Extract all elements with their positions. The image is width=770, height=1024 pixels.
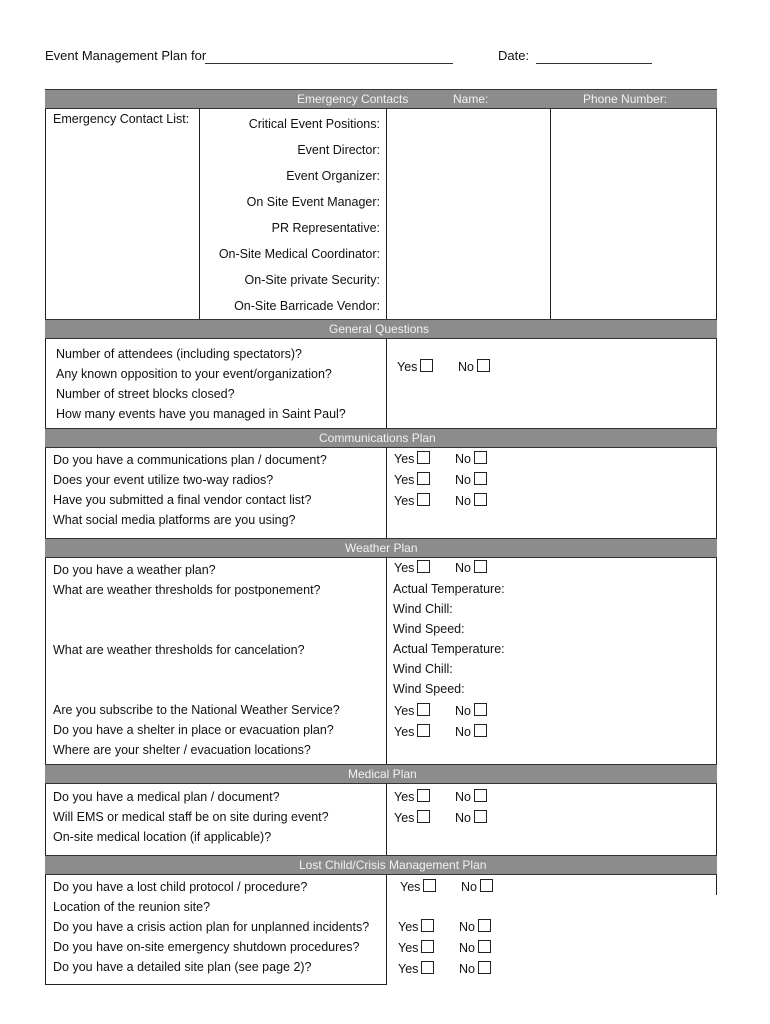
field-label: Actual Temperature: bbox=[393, 642, 505, 656]
no-option bbox=[455, 724, 487, 739]
yes-label: Yes bbox=[394, 494, 415, 508]
section-title: Lost Child/Crisis Management Plan bbox=[299, 858, 487, 872]
field-label: Wind Speed: bbox=[393, 622, 465, 636]
no-label: No bbox=[455, 494, 471, 508]
no-label: No bbox=[459, 920, 475, 934]
question-text: Do you have a crisis action plan for unplanned incidents? bbox=[53, 920, 370, 934]
yes-option bbox=[394, 724, 430, 739]
no-checkbox[interactable] bbox=[478, 919, 491, 932]
field-label: Wind Chill: bbox=[393, 602, 453, 616]
date-field[interactable] bbox=[536, 63, 652, 64]
name-column-header: Name: bbox=[453, 92, 489, 106]
field-label: Wind Chill: bbox=[393, 662, 453, 676]
position-label: On Site Event Manager: bbox=[246, 195, 380, 209]
yes-checkbox[interactable] bbox=[417, 493, 430, 506]
question-text: Do you have a shelter in place or evacuation plan? bbox=[53, 723, 334, 737]
contact-list-label: Emergency Contact List: bbox=[53, 112, 190, 126]
no-option bbox=[459, 940, 491, 955]
yes-label: Yes bbox=[394, 704, 415, 718]
question-text: Does your event utilize two-way radios? bbox=[53, 473, 274, 487]
yes-option bbox=[394, 493, 430, 508]
yes-label: Yes bbox=[394, 452, 415, 466]
yes-label: Yes bbox=[394, 790, 415, 804]
no-label: No bbox=[455, 473, 471, 487]
yes-checkbox[interactable] bbox=[417, 451, 430, 464]
no-checkbox[interactable] bbox=[474, 724, 487, 737]
section-header-general bbox=[45, 319, 717, 339]
position-label: On-Site Medical Coordinator: bbox=[218, 247, 380, 261]
no-option bbox=[455, 703, 487, 718]
yes-label: Yes bbox=[398, 941, 419, 955]
position-label: PR Representative: bbox=[271, 221, 380, 235]
yes-label: Yes bbox=[394, 811, 415, 825]
yes-option bbox=[394, 451, 430, 466]
field-label: Wind Speed: bbox=[393, 682, 465, 696]
no-option bbox=[458, 359, 490, 374]
page-title: Event Management Plan for bbox=[45, 48, 207, 63]
no-checkbox[interactable] bbox=[474, 703, 487, 716]
divider bbox=[386, 874, 387, 984]
phone-column-header: Phone Number: bbox=[583, 92, 668, 106]
divider bbox=[386, 557, 387, 764]
question-text: How many events have you managed in Saint Paul? bbox=[56, 407, 346, 421]
question-text: What social media platforms are you using? bbox=[53, 513, 296, 527]
yes-option bbox=[394, 789, 430, 804]
section-title: Emergency Contacts bbox=[297, 92, 409, 106]
yes-option bbox=[394, 560, 430, 575]
yes-checkbox[interactable] bbox=[421, 940, 434, 953]
question-text: On-site medical location (if applicable)? bbox=[53, 830, 272, 844]
question-text: Where are your shelter / evacuation locations? bbox=[53, 743, 311, 757]
position-label: Event Director: bbox=[297, 143, 380, 157]
section-title: Medical Plan bbox=[348, 767, 417, 781]
name-input-cell[interactable] bbox=[387, 109, 549, 318]
no-checkbox[interactable] bbox=[474, 451, 487, 464]
no-checkbox[interactable] bbox=[474, 810, 487, 823]
yes-checkbox[interactable] bbox=[421, 961, 434, 974]
question-text: Do you have a lost child protocol / procedure? bbox=[53, 880, 308, 894]
question-text: Any known opposition to your event/organization? bbox=[56, 367, 332, 381]
divider bbox=[199, 108, 200, 319]
no-checkbox[interactable] bbox=[474, 472, 487, 485]
yes-label: Yes bbox=[397, 360, 418, 374]
yes-option bbox=[398, 940, 434, 955]
field-label: Actual Temperature: bbox=[393, 582, 505, 596]
no-label: No bbox=[455, 561, 471, 575]
yes-checkbox[interactable] bbox=[417, 560, 430, 573]
divider bbox=[386, 338, 387, 428]
no-label: No bbox=[455, 725, 471, 739]
no-option bbox=[455, 451, 487, 466]
section-header-weather bbox=[45, 538, 717, 558]
question-text: Are you subscribe to the National Weather Service? bbox=[53, 703, 340, 717]
no-option bbox=[461, 879, 493, 894]
yes-option bbox=[398, 919, 434, 934]
question-text: Do you have a weather plan? bbox=[53, 563, 216, 577]
no-option bbox=[459, 919, 491, 934]
position-label: On-Site Barricade Vendor: bbox=[234, 299, 380, 313]
yes-option bbox=[394, 703, 430, 718]
position-label: Critical Event Positions: bbox=[248, 117, 380, 131]
yes-option bbox=[394, 472, 430, 487]
yes-checkbox[interactable] bbox=[417, 724, 430, 737]
yes-checkbox[interactable] bbox=[417, 789, 430, 802]
no-label: No bbox=[455, 452, 471, 466]
position-label: Event Organizer: bbox=[286, 169, 380, 183]
question-text: What are weather thresholds for postponement? bbox=[53, 583, 321, 597]
no-checkbox[interactable] bbox=[474, 560, 487, 573]
yes-checkbox[interactable] bbox=[417, 472, 430, 485]
no-label: No bbox=[458, 360, 474, 374]
no-checkbox[interactable] bbox=[478, 940, 491, 953]
yes-label: Yes bbox=[400, 880, 421, 894]
question-text: Number of street blocks closed? bbox=[56, 387, 235, 401]
no-checkbox[interactable] bbox=[480, 879, 493, 892]
yes-label: Yes bbox=[398, 920, 419, 934]
no-checkbox[interactable] bbox=[477, 359, 490, 372]
no-label: No bbox=[459, 962, 475, 976]
no-checkbox[interactable] bbox=[474, 789, 487, 802]
divider bbox=[386, 783, 387, 855]
no-option bbox=[455, 472, 487, 487]
yes-label: Yes bbox=[398, 962, 419, 976]
table-bottom-border bbox=[45, 984, 387, 985]
no-option bbox=[455, 493, 487, 508]
phone-input-cell[interactable] bbox=[551, 109, 715, 318]
no-label: No bbox=[461, 880, 477, 894]
section-header-medical bbox=[45, 764, 717, 784]
yes-option bbox=[398, 961, 434, 976]
event-name-field[interactable] bbox=[205, 63, 453, 64]
yes-option bbox=[394, 810, 430, 825]
no-checkbox[interactable] bbox=[478, 961, 491, 974]
table-left-border bbox=[45, 89, 46, 984]
no-option bbox=[455, 789, 487, 804]
question-text: What are weather thresholds for cancelation? bbox=[53, 643, 305, 657]
no-checkbox[interactable] bbox=[474, 493, 487, 506]
date-label: Date: bbox=[498, 48, 530, 63]
yes-checkbox[interactable] bbox=[417, 810, 430, 823]
yes-checkbox[interactable] bbox=[420, 359, 433, 372]
question-text: Location of the reunion site? bbox=[53, 900, 211, 914]
section-title: Communications Plan bbox=[319, 431, 436, 445]
no-option bbox=[455, 810, 487, 825]
no-option bbox=[455, 560, 487, 575]
yes-option bbox=[400, 879, 436, 894]
section-header-lost-child bbox=[45, 855, 717, 875]
section-title: Weather Plan bbox=[345, 541, 418, 555]
question-text: Do you have a detailed site plan (see page 2)? bbox=[53, 960, 312, 974]
yes-label: Yes bbox=[394, 561, 415, 575]
section-title: General Questions bbox=[329, 322, 430, 336]
section-header-emergency bbox=[45, 89, 717, 109]
no-label: No bbox=[455, 704, 471, 718]
no-option bbox=[459, 961, 491, 976]
yes-label: Yes bbox=[394, 473, 415, 487]
no-label: No bbox=[459, 941, 475, 955]
question-text: Will EMS or medical staff be on site during event? bbox=[53, 810, 329, 824]
section-header-communications bbox=[45, 428, 717, 448]
question-text: Do you have on-site emergency shutdown procedures? bbox=[53, 940, 360, 954]
question-text: Number of attendees (including spectators)? bbox=[56, 347, 302, 361]
question-text: Have you submitted a final vendor contact list? bbox=[53, 493, 312, 507]
question-text: Do you have a communications plan / document? bbox=[53, 453, 327, 467]
position-label: On-Site private Security: bbox=[244, 273, 380, 287]
yes-checkbox[interactable] bbox=[423, 879, 436, 892]
divider bbox=[386, 447, 387, 538]
question-text: Do you have a medical plan / document? bbox=[53, 790, 280, 804]
yes-checkbox[interactable] bbox=[417, 703, 430, 716]
no-label: No bbox=[455, 790, 471, 804]
yes-option bbox=[397, 359, 433, 374]
no-label: No bbox=[455, 811, 471, 825]
yes-label: Yes bbox=[394, 725, 415, 739]
yes-checkbox[interactable] bbox=[421, 919, 434, 932]
